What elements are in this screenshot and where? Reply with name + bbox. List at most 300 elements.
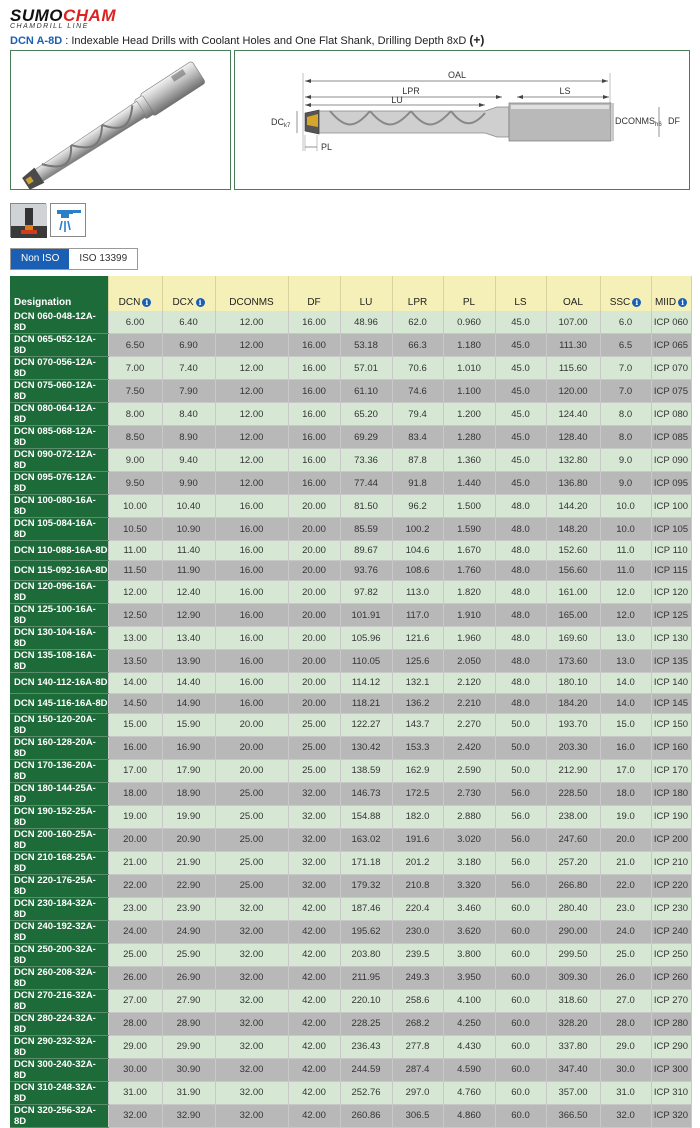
cell-dcn: 32.00 — [108, 1104, 162, 1127]
cell-dcn: 19.00 — [108, 805, 162, 828]
cell-dcn: 16.00 — [108, 736, 162, 759]
cell-ssc: 11.0 — [600, 561, 651, 581]
cell-oal: 107.00 — [546, 311, 600, 334]
cell-dcn: 7.50 — [108, 380, 162, 403]
column-header-designation — [10, 276, 108, 311]
cell-oal: 290.00 — [546, 920, 600, 943]
cell-lpr: 91.8 — [392, 472, 443, 495]
cell-dcx: 7.40 — [162, 357, 215, 380]
table-row — [10, 495, 691, 518]
cell-dconms: 12.00 — [215, 311, 288, 334]
cell-dcx: 17.90 — [162, 759, 215, 782]
brand-subline: CHAMDRILL LINE — [10, 23, 89, 30]
cell-pl: 1.180 — [443, 334, 495, 357]
designation-cell[interactable]: DCN 260-208-32A-8D — [10, 966, 108, 989]
cell-df: 32.00 — [288, 851, 340, 874]
table-row — [10, 311, 691, 334]
cell-df: 32.00 — [288, 805, 340, 828]
cell-dconms: 16.00 — [215, 495, 288, 518]
cell-miid: ICP 060 — [651, 311, 691, 334]
cell-ls: 60.0 — [495, 1058, 546, 1081]
cell-dcx: 6.40 — [162, 311, 215, 334]
cell-dcn: 8.50 — [108, 426, 162, 449]
plus-marker: (+) — [469, 33, 485, 47]
cell-df: 42.00 — [288, 1104, 340, 1127]
cell-ls: 60.0 — [495, 1104, 546, 1127]
ls-label: LS — [559, 86, 571, 96]
cell-dcx: 8.90 — [162, 426, 215, 449]
cell-dcx: 18.90 — [162, 782, 215, 805]
cell-df: 16.00 — [288, 403, 340, 426]
cell-miid: ICP 140 — [651, 673, 691, 693]
column-header-label: PL — [462, 297, 476, 308]
designation-cell[interactable]: DCN 180-144-25A-8D — [10, 782, 108, 805]
cell-ls: 45.0 — [495, 403, 546, 426]
cell-oal: 180.10 — [546, 673, 600, 693]
cell-pl: 1.910 — [443, 604, 495, 627]
cell-lu: 77.44 — [340, 472, 392, 495]
cell-miid: ICP 115 — [651, 561, 691, 581]
cell-df: 42.00 — [288, 920, 340, 943]
designation-cell[interactable]: DCN 140-112-16A-8D — [10, 673, 108, 693]
cell-lu: 146.73 — [340, 782, 392, 805]
designation-cell[interactable]: DCN 240-192-32A-8D — [10, 920, 108, 943]
cell-dcn: 25.00 — [108, 943, 162, 966]
table-row — [10, 673, 691, 693]
cell-df: 16.00 — [288, 472, 340, 495]
info-icon[interactable]: i — [632, 298, 641, 307]
cell-oal: 247.60 — [546, 828, 600, 851]
product-code: DCN A-8D — [10, 35, 63, 47]
cell-dconms: 32.00 — [215, 920, 288, 943]
designation-cell[interactable]: DCN 085-068-12A-8D — [10, 426, 108, 449]
product-description: : Indexable Head Drills with Coolant Holes and One Flat Shank, Drilling Depth 8xD — [62, 35, 467, 47]
table-row — [10, 1012, 691, 1035]
cell-ssc: 17.0 — [600, 759, 651, 782]
designation-cell[interactable]: DCN 220-176-25A-8D — [10, 874, 108, 897]
cell-ssc: 12.0 — [600, 581, 651, 604]
cell-dcn: 27.00 — [108, 989, 162, 1012]
cell-oal: 257.20 — [546, 851, 600, 874]
cell-lpr: 306.5 — [392, 1104, 443, 1127]
brand-logo — [10, 6, 116, 30]
designation-cell[interactable]: DCN 105-084-16A-8D — [10, 518, 108, 541]
cell-dconms: 16.00 — [215, 581, 288, 604]
designation-cell[interactable]: DCN 210-168-25A-8D — [10, 851, 108, 874]
designation-cell[interactable]: DCN 290-232-32A-8D — [10, 1035, 108, 1058]
oal-arrow-left-icon — [305, 79, 311, 83]
cell-df: 32.00 — [288, 874, 340, 897]
cell-lpr: 70.6 — [392, 357, 443, 380]
cell-oal: 165.00 — [546, 604, 600, 627]
info-icon[interactable]: i — [678, 298, 687, 307]
cell-lu: 114.12 — [340, 673, 392, 693]
cell-dcx: 10.40 — [162, 495, 215, 518]
cell-pl: 4.100 — [443, 989, 495, 1012]
cell-lu: 85.59 — [340, 518, 392, 541]
cell-df: 20.00 — [288, 495, 340, 518]
cell-pl: 3.460 — [443, 897, 495, 920]
cell-dcn: 30.00 — [108, 1058, 162, 1081]
cell-dconms: 12.00 — [215, 403, 288, 426]
cell-miid: ICP 230 — [651, 897, 691, 920]
cell-lpr: 132.1 — [392, 673, 443, 693]
info-icon[interactable]: i — [196, 298, 205, 307]
cell-df: 25.00 — [288, 736, 340, 759]
designation-cell[interactable]: DCN 160-128-20A-8D — [10, 736, 108, 759]
brand-name: SUMOCHAM — [10, 6, 116, 25]
cell-lu: 93.76 — [340, 561, 392, 581]
cell-lpr: 125.6 — [392, 650, 443, 673]
designation-cell[interactable]: DCN 320-256-32A-8D — [10, 1104, 108, 1127]
cell-dcn: 10.00 — [108, 495, 162, 518]
cell-ls: 60.0 — [495, 966, 546, 989]
cell-df: 20.00 — [288, 604, 340, 627]
cell-oal: 193.70 — [546, 713, 600, 736]
cell-dcn: 8.00 — [108, 403, 162, 426]
cell-df: 42.00 — [288, 1012, 340, 1035]
oal-arrow-right-icon — [602, 79, 608, 83]
table-row — [10, 627, 691, 650]
cell-dconms: 32.00 — [215, 943, 288, 966]
cell-lpr: 297.0 — [392, 1081, 443, 1104]
cell-lu: 101.91 — [340, 604, 392, 627]
cell-dconms: 20.00 — [215, 759, 288, 782]
designation-cell[interactable]: DCN 300-240-32A-8D — [10, 1058, 108, 1081]
cell-miid: ICP 290 — [651, 1035, 691, 1058]
cell-dcn: 13.00 — [108, 627, 162, 650]
cell-oal: 173.60 — [546, 650, 600, 673]
designation-cell[interactable]: DCN 170-136-20A-8D — [10, 759, 108, 782]
cell-dcx: 11.40 — [162, 541, 215, 561]
cell-dcx: 14.90 — [162, 693, 215, 713]
specification-table — [10, 276, 692, 1128]
cell-dconms: 32.00 — [215, 1012, 288, 1035]
table-row — [10, 989, 691, 1012]
cell-lu: 65.20 — [340, 403, 392, 426]
cell-ls: 48.0 — [495, 495, 546, 518]
cell-ls: 48.0 — [495, 581, 546, 604]
dc-label: $DC_{k7}$ — [271, 117, 291, 129]
cell-dconms: 32.00 — [215, 897, 288, 920]
lu-label: LU — [391, 95, 403, 105]
designation-cell[interactable]: DCN 075-060-12A-8D — [10, 380, 108, 403]
cell-dcx: 27.90 — [162, 989, 215, 1012]
cell-oal: 169.60 — [546, 627, 600, 650]
cell-ls: 50.0 — [495, 759, 546, 782]
cell-dcn: 7.00 — [108, 357, 162, 380]
cell-dcx: 19.90 — [162, 805, 215, 828]
cell-ssc: 7.0 — [600, 380, 651, 403]
cell-dcx: 7.90 — [162, 380, 215, 403]
cell-ls: 56.0 — [495, 828, 546, 851]
cell-dconms: 12.00 — [215, 472, 288, 495]
lpr-arrow-left-icon — [305, 95, 311, 99]
cell-ls: 60.0 — [495, 1081, 546, 1104]
designation-cell[interactable]: DCN 120-096-16A-8D — [10, 581, 108, 604]
cell-lu: 228.25 — [340, 1012, 392, 1035]
cell-dcn: 12.50 — [108, 604, 162, 627]
cell-dcx: 13.90 — [162, 650, 215, 673]
cell-lu: 187.46 — [340, 897, 392, 920]
cell-ssc: 22.0 — [600, 874, 651, 897]
column-header-oal — [546, 276, 600, 311]
column-header-label: MIID — [654, 297, 677, 308]
cell-lpr: 220.4 — [392, 897, 443, 920]
cell-df: 20.00 — [288, 561, 340, 581]
cell-lu: 260.86 — [340, 1104, 392, 1127]
table-row — [10, 403, 691, 426]
ls-arrow-right-icon — [603, 95, 609, 99]
page-title — [10, 33, 484, 47]
cell-lu: 110.05 — [340, 650, 392, 673]
cell-oal: 337.80 — [546, 1035, 600, 1058]
cell-dconms: 32.00 — [215, 1035, 288, 1058]
cell-dconms: 32.00 — [215, 989, 288, 1012]
cell-lu: 220.10 — [340, 989, 392, 1012]
cell-dconms: 16.00 — [215, 561, 288, 581]
cell-dconms: 16.00 — [215, 541, 288, 561]
cell-lu: 130.42 — [340, 736, 392, 759]
table-row — [10, 897, 691, 920]
cell-ssc: 10.0 — [600, 518, 651, 541]
cell-pl: 1.280 — [443, 426, 495, 449]
table-row — [10, 472, 691, 495]
cell-ls: 60.0 — [495, 920, 546, 943]
cell-pl: 2.590 — [443, 759, 495, 782]
cell-miid: ICP 075 — [651, 380, 691, 403]
cell-df: 42.00 — [288, 943, 340, 966]
cell-ssc: 8.0 — [600, 403, 651, 426]
cell-lu: 252.76 — [340, 1081, 392, 1104]
designation-cell[interactable]: DCN 130-104-16A-8D — [10, 627, 108, 650]
tab-non-iso[interactable]: Non ISO — [11, 249, 69, 269]
cell-ls: 48.0 — [495, 541, 546, 561]
cell-dcn: 13.50 — [108, 650, 162, 673]
cell-lu: 236.43 — [340, 1035, 392, 1058]
cell-pl: 1.500 — [443, 495, 495, 518]
designation-cell[interactable]: DCN 060-048-12A-8D — [10, 311, 108, 334]
lu-arrow-right-icon — [479, 103, 485, 107]
table-row — [10, 805, 691, 828]
cell-lu: 61.10 — [340, 380, 392, 403]
column-header-dcn — [108, 276, 162, 311]
designation-cell[interactable]: DCN 150-120-20A-8D — [10, 713, 108, 736]
cell-pl: 3.950 — [443, 966, 495, 989]
designation-cell[interactable]: DCN 310-248-32A-8D — [10, 1081, 108, 1104]
info-icon[interactable]: i — [142, 298, 151, 307]
cell-oal: 148.20 — [546, 518, 600, 541]
designation-cell[interactable]: DCN 145-116-16A-8D — [10, 693, 108, 713]
cell-lpr: 143.7 — [392, 713, 443, 736]
designation-cell[interactable]: DCN 110-088-16A-8D — [10, 541, 108, 561]
cell-miid: ICP 120 — [651, 581, 691, 604]
designation-cell[interactable]: DCN 190-152-25A-8D — [10, 805, 108, 828]
cell-ssc: 26.0 — [600, 966, 651, 989]
designation-cell[interactable]: DCN 270-216-32A-8D — [10, 989, 108, 1012]
cell-dconms: 25.00 — [215, 828, 288, 851]
cell-pl: 1.440 — [443, 472, 495, 495]
cell-dcx: 8.40 — [162, 403, 215, 426]
cell-pl: 3.180 — [443, 851, 495, 874]
cell-lpr: 113.0 — [392, 581, 443, 604]
cell-ssc: 9.0 — [600, 449, 651, 472]
cell-ls: 56.0 — [495, 782, 546, 805]
cell-lu: 138.59 — [340, 759, 392, 782]
ls-arrow-left-icon — [517, 95, 523, 99]
cell-ls: 48.0 — [495, 518, 546, 541]
cell-ssc: 25.0 — [600, 943, 651, 966]
designation-cell[interactable]: DCN 115-092-16A-8D — [10, 561, 108, 581]
cell-df: 25.00 — [288, 759, 340, 782]
column-header-label: LU — [359, 297, 373, 308]
designation-cell[interactable]: DCN 200-160-25A-8D — [10, 828, 108, 851]
designation-cell[interactable]: DCN 125-100-16A-8D — [10, 604, 108, 627]
designation-cell[interactable]: DCN 250-200-32A-8D — [10, 943, 108, 966]
table-row — [10, 828, 691, 851]
designation-cell[interactable]: DCN 090-072-12A-8D — [10, 449, 108, 472]
cell-pl: 1.200 — [443, 403, 495, 426]
cell-dcx: 9.90 — [162, 472, 215, 495]
designation-cell[interactable]: DCN 080-064-12A-8D — [10, 403, 108, 426]
cell-dconms: 20.00 — [215, 736, 288, 759]
cell-ls: 45.0 — [495, 334, 546, 357]
cell-lu: 244.59 — [340, 1058, 392, 1081]
cell-ssc: 13.0 — [600, 627, 651, 650]
cell-dcn: 23.00 — [108, 897, 162, 920]
designation-cell[interactable]: DCN 135-108-16A-8D — [10, 650, 108, 673]
cell-lu: 171.18 — [340, 851, 392, 874]
cell-dconms: 32.00 — [215, 1058, 288, 1081]
cell-oal: 347.40 — [546, 1058, 600, 1081]
cell-ssc: 18.0 — [600, 782, 651, 805]
cell-dcn: 9.00 — [108, 449, 162, 472]
table-row — [10, 874, 691, 897]
cell-dconms: 16.00 — [215, 693, 288, 713]
cell-ls: 50.0 — [495, 736, 546, 759]
cell-df: 16.00 — [288, 334, 340, 357]
cell-ls: 48.0 — [495, 693, 546, 713]
lu-arrow-left-icon — [305, 103, 311, 107]
cell-lu: 69.29 — [340, 426, 392, 449]
cell-df: 42.00 — [288, 1058, 340, 1081]
tab-iso-13399[interactable]: ISO 13399 — [69, 249, 137, 269]
table-header-row — [10, 276, 691, 311]
designation-cell[interactable]: DCN 095-076-12A-8D — [10, 472, 108, 495]
cell-df: 16.00 — [288, 380, 340, 403]
cell-oal: 132.80 — [546, 449, 600, 472]
shank-highlight — [511, 105, 609, 109]
cell-dcn: 11.00 — [108, 541, 162, 561]
designation-cell[interactable]: DCN 230-184-32A-8D — [10, 897, 108, 920]
cell-lpr: 191.6 — [392, 828, 443, 851]
lpr-arrow-right-icon — [496, 95, 502, 99]
cell-dconms: 12.00 — [215, 357, 288, 380]
cell-lpr: 268.2 — [392, 1012, 443, 1035]
cell-ls: 56.0 — [495, 851, 546, 874]
cell-dcn: 14.50 — [108, 693, 162, 713]
cell-dcx: 20.90 — [162, 828, 215, 851]
cell-lu: 48.96 — [340, 311, 392, 334]
cell-miid: ICP 260 — [651, 966, 691, 989]
table-row — [10, 449, 691, 472]
cell-miid: ICP 310 — [651, 1081, 691, 1104]
cell-ssc: 23.0 — [600, 897, 651, 920]
cell-pl: 3.620 — [443, 920, 495, 943]
cell-df: 32.00 — [288, 828, 340, 851]
cell-miid: ICP 095 — [651, 472, 691, 495]
cell-oal: 266.80 — [546, 874, 600, 897]
cell-miid: ICP 190 — [651, 805, 691, 828]
cell-ls: 48.0 — [495, 627, 546, 650]
cell-dconms: 32.00 — [215, 966, 288, 989]
cell-lu: 53.18 — [340, 334, 392, 357]
cell-oal: 144.20 — [546, 495, 600, 518]
cell-dcx: 14.40 — [162, 673, 215, 693]
cell-ssc: 16.0 — [600, 736, 651, 759]
cell-miid: ICP 320 — [651, 1104, 691, 1127]
cell-ls: 48.0 — [495, 673, 546, 693]
designation-cell[interactable]: DCN 280-224-32A-8D — [10, 1012, 108, 1035]
cell-pl: 1.820 — [443, 581, 495, 604]
designation-cell[interactable]: DCN 070-056-12A-8D — [10, 357, 108, 380]
table-row — [10, 851, 691, 874]
column-header-label: DCN — [118, 297, 141, 308]
cell-lpr: 210.8 — [392, 874, 443, 897]
table-row — [10, 1058, 691, 1081]
cell-df: 20.00 — [288, 541, 340, 561]
cell-dcx: 24.90 — [162, 920, 215, 943]
table-row — [10, 357, 691, 380]
cell-dcn: 26.00 — [108, 966, 162, 989]
table-row — [10, 334, 691, 357]
cell-pl: 4.760 — [443, 1081, 495, 1104]
cell-dcx: 16.90 — [162, 736, 215, 759]
table-row — [10, 581, 691, 604]
cell-ssc: 29.0 — [600, 1035, 651, 1058]
cell-dcx: 13.40 — [162, 627, 215, 650]
cell-oal: 128.40 — [546, 426, 600, 449]
cell-oal: 124.40 — [546, 403, 600, 426]
cell-oal: 309.30 — [546, 966, 600, 989]
cell-df: 20.00 — [288, 518, 340, 541]
cell-pl: 1.670 — [443, 541, 495, 561]
cell-dcn: 22.00 — [108, 874, 162, 897]
oal-label: OAL — [447, 70, 467, 80]
cell-lu: 163.02 — [340, 828, 392, 851]
cell-dcx: 23.90 — [162, 897, 215, 920]
table-row — [10, 966, 691, 989]
cell-df: 16.00 — [288, 449, 340, 472]
cell-pl: 4.430 — [443, 1035, 495, 1058]
cell-pl: 1.100 — [443, 380, 495, 403]
cell-ls: 56.0 — [495, 874, 546, 897]
cell-pl: 1.360 — [443, 449, 495, 472]
designation-cell[interactable]: DCN 065-052-12A-8D — [10, 334, 108, 357]
cell-lu: 118.21 — [340, 693, 392, 713]
cell-ssc: 27.0 — [600, 989, 651, 1012]
cell-ls: 60.0 — [495, 943, 546, 966]
cell-dcn: 18.00 — [108, 782, 162, 805]
column-header-df — [288, 276, 340, 311]
cell-ssc: 7.0 — [600, 357, 651, 380]
cell-df: 42.00 — [288, 1081, 340, 1104]
cell-miid: ICP 200 — [651, 828, 691, 851]
cell-pl: 2.050 — [443, 650, 495, 673]
table-row — [10, 518, 691, 541]
cell-ssc: 6.0 — [600, 311, 651, 334]
designation-cell[interactable]: DCN 100-080-16A-8D — [10, 495, 108, 518]
